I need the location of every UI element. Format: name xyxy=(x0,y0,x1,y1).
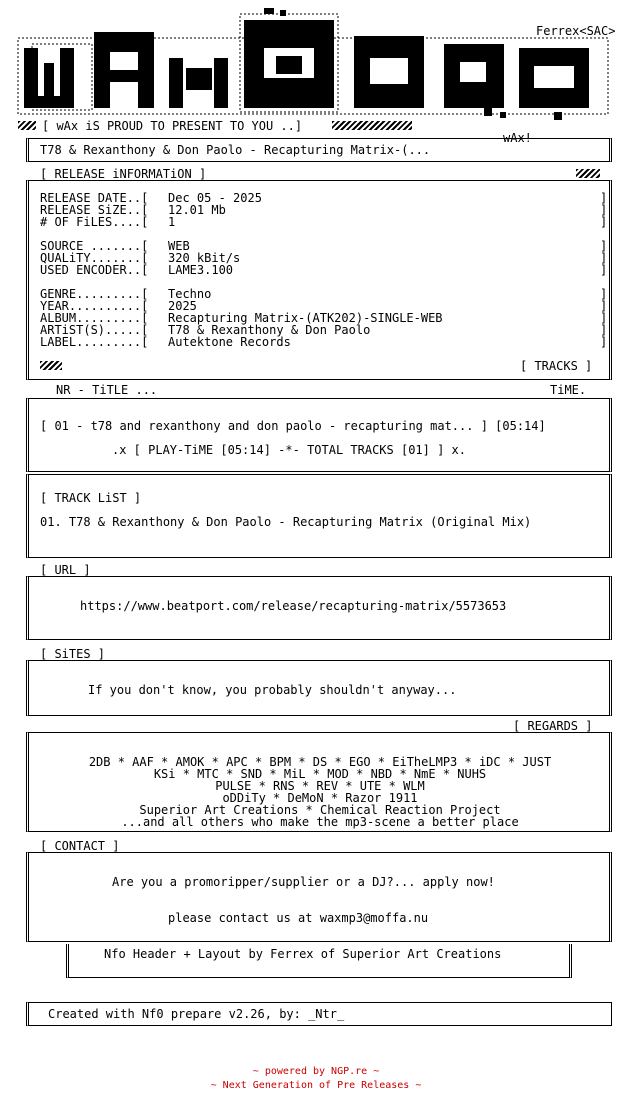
info-value: 1 xyxy=(168,215,176,229)
info-close-bracket: ] xyxy=(600,335,608,349)
track-line: [ 01 - t78 and rexanthony and don paolo - recapturing mat... ] [05:14] xyxy=(40,419,546,433)
regards-line: 2DB * AAF * AMOK * APC * BPM * DS * EGO * EiTheLMP3 * iDC * JUST xyxy=(88,755,552,769)
track-list-heading: [ TRACK LiST ] xyxy=(40,491,142,505)
info-close-bracket: ] xyxy=(600,287,608,301)
info-value: Techno xyxy=(168,287,212,301)
regards-line: KSi * MTC * SND * MiL * MOD * NBD * NmE * NUHS xyxy=(153,767,487,781)
track-summary: .x [ PLAY-TiME [05:14] -*- TOTAL TRACKS [01] ] x. xyxy=(112,443,467,457)
info-close-bracket: ] xyxy=(600,299,608,313)
regards-line: Superior Art Creations * Chemical Reaction Project xyxy=(139,803,501,817)
tracks-box xyxy=(26,398,612,472)
info-close-bracket: ] xyxy=(600,203,608,217)
info-value: Recapturing Matrix-(ATK202)-SINGLE-WEB xyxy=(168,311,443,325)
info-label: QUALiTY.......[ xyxy=(40,251,149,265)
col-title-label: NR - TiTLE ... xyxy=(56,383,158,397)
info-value: WEB xyxy=(168,239,190,253)
contact-box xyxy=(26,852,612,942)
info-label: ARTiST(S).....[ xyxy=(40,323,149,337)
col-time-label: TiME. xyxy=(550,383,587,397)
info-value: 320 kBit/s xyxy=(168,251,241,265)
regards-line: PULSE * RNS * REV * UTE * WLM xyxy=(215,779,425,793)
track-list-item: 01. T78 & Rexanthony & Don Paolo - Recapturing Matrix (Original Mix) xyxy=(40,515,532,529)
sites-heading: [ SiTES ] xyxy=(40,647,106,661)
intro-text: [ wAx iS PROUD TO PRESENT TO YOU ..] xyxy=(42,119,303,133)
info-label: LABEL.........[ xyxy=(40,335,149,349)
info-value: LAME3.100 xyxy=(168,263,234,277)
info-close-bracket: ] xyxy=(600,263,608,277)
info-close-bracket: ] xyxy=(600,251,608,265)
credit-text: Ferrex<SAC> xyxy=(536,24,616,38)
hatch-decor xyxy=(332,121,412,130)
info-value: 2025 xyxy=(168,299,197,313)
regards-line: ...and all others who make the mp3-scene a better place xyxy=(121,815,519,829)
ascii-logo xyxy=(14,8,614,120)
release-title: T78 & Rexanthony & Don Paolo - Recapturing Matrix-(... xyxy=(40,143,431,157)
hatch-decor xyxy=(18,121,36,130)
info-label: # OF FiLES....[ xyxy=(40,215,149,229)
tag-text: wAx! xyxy=(503,131,532,145)
contact-line-1: Are you a promoripper/supplier or a DJ?... apply now! xyxy=(112,875,495,889)
url-heading: [ URL ] xyxy=(40,563,91,577)
layout-credit: Nfo Header + Layout by Ferrex of Superior Art Creations xyxy=(104,947,502,961)
info-label: YEAR..........[ xyxy=(40,299,149,313)
info-label: RELEASE DATE..[ xyxy=(40,191,149,205)
info-label: RELEASE SiZE..[ xyxy=(40,203,149,217)
release-info-heading: [ RELEASE iNFORMATiON ] xyxy=(40,167,207,181)
created-with: Created with Nf0 prepare v2.26, by: _Ntr_ xyxy=(48,1007,345,1021)
info-close-bracket: ] xyxy=(600,311,608,325)
info-value: T78 & Rexanthony & Don Paolo xyxy=(168,323,371,337)
info-value: Dec 05 - 2025 xyxy=(168,191,262,205)
url-link[interactable]: https://www.beatport.com/release/recapturing-matrix/5573653 xyxy=(80,599,507,613)
footer-line-2: ~ Next Generation of Pre Releases ~ xyxy=(210,1080,422,1091)
contact-heading: [ CONTACT ] xyxy=(40,839,120,853)
info-value: 12.01 Mb xyxy=(168,203,226,217)
sites-text: If you don't know, you probably shouldn't anyway... xyxy=(88,683,457,697)
info-label: GENRE.........[ xyxy=(40,287,149,301)
regards-heading: [ REGARDS ] xyxy=(513,719,593,733)
info-value: Autektone Records xyxy=(168,335,291,349)
regards-line: oDDiTy * DeMoN * Razor 1911 xyxy=(222,791,418,805)
hatch-decor xyxy=(40,361,62,370)
contact-email[interactable]: please contact us at waxmp3@moffa.nu xyxy=(168,911,429,925)
info-close-bracket: ] xyxy=(600,239,608,253)
info-label: ALBUM.........[ xyxy=(40,311,149,325)
info-close-bracket: ] xyxy=(600,215,608,229)
info-close-bracket: ] xyxy=(600,323,608,337)
hatch-decor xyxy=(576,169,600,178)
tracks-heading: [ TRACKS ] xyxy=(520,359,593,373)
info-label: SOURCE .......[ xyxy=(40,239,149,253)
info-close-bracket: ] xyxy=(600,191,608,205)
info-label: USED ENCODER..[ xyxy=(40,263,149,277)
footer-line-1[interactable]: ~ powered by NGP.re ~ xyxy=(252,1066,380,1077)
